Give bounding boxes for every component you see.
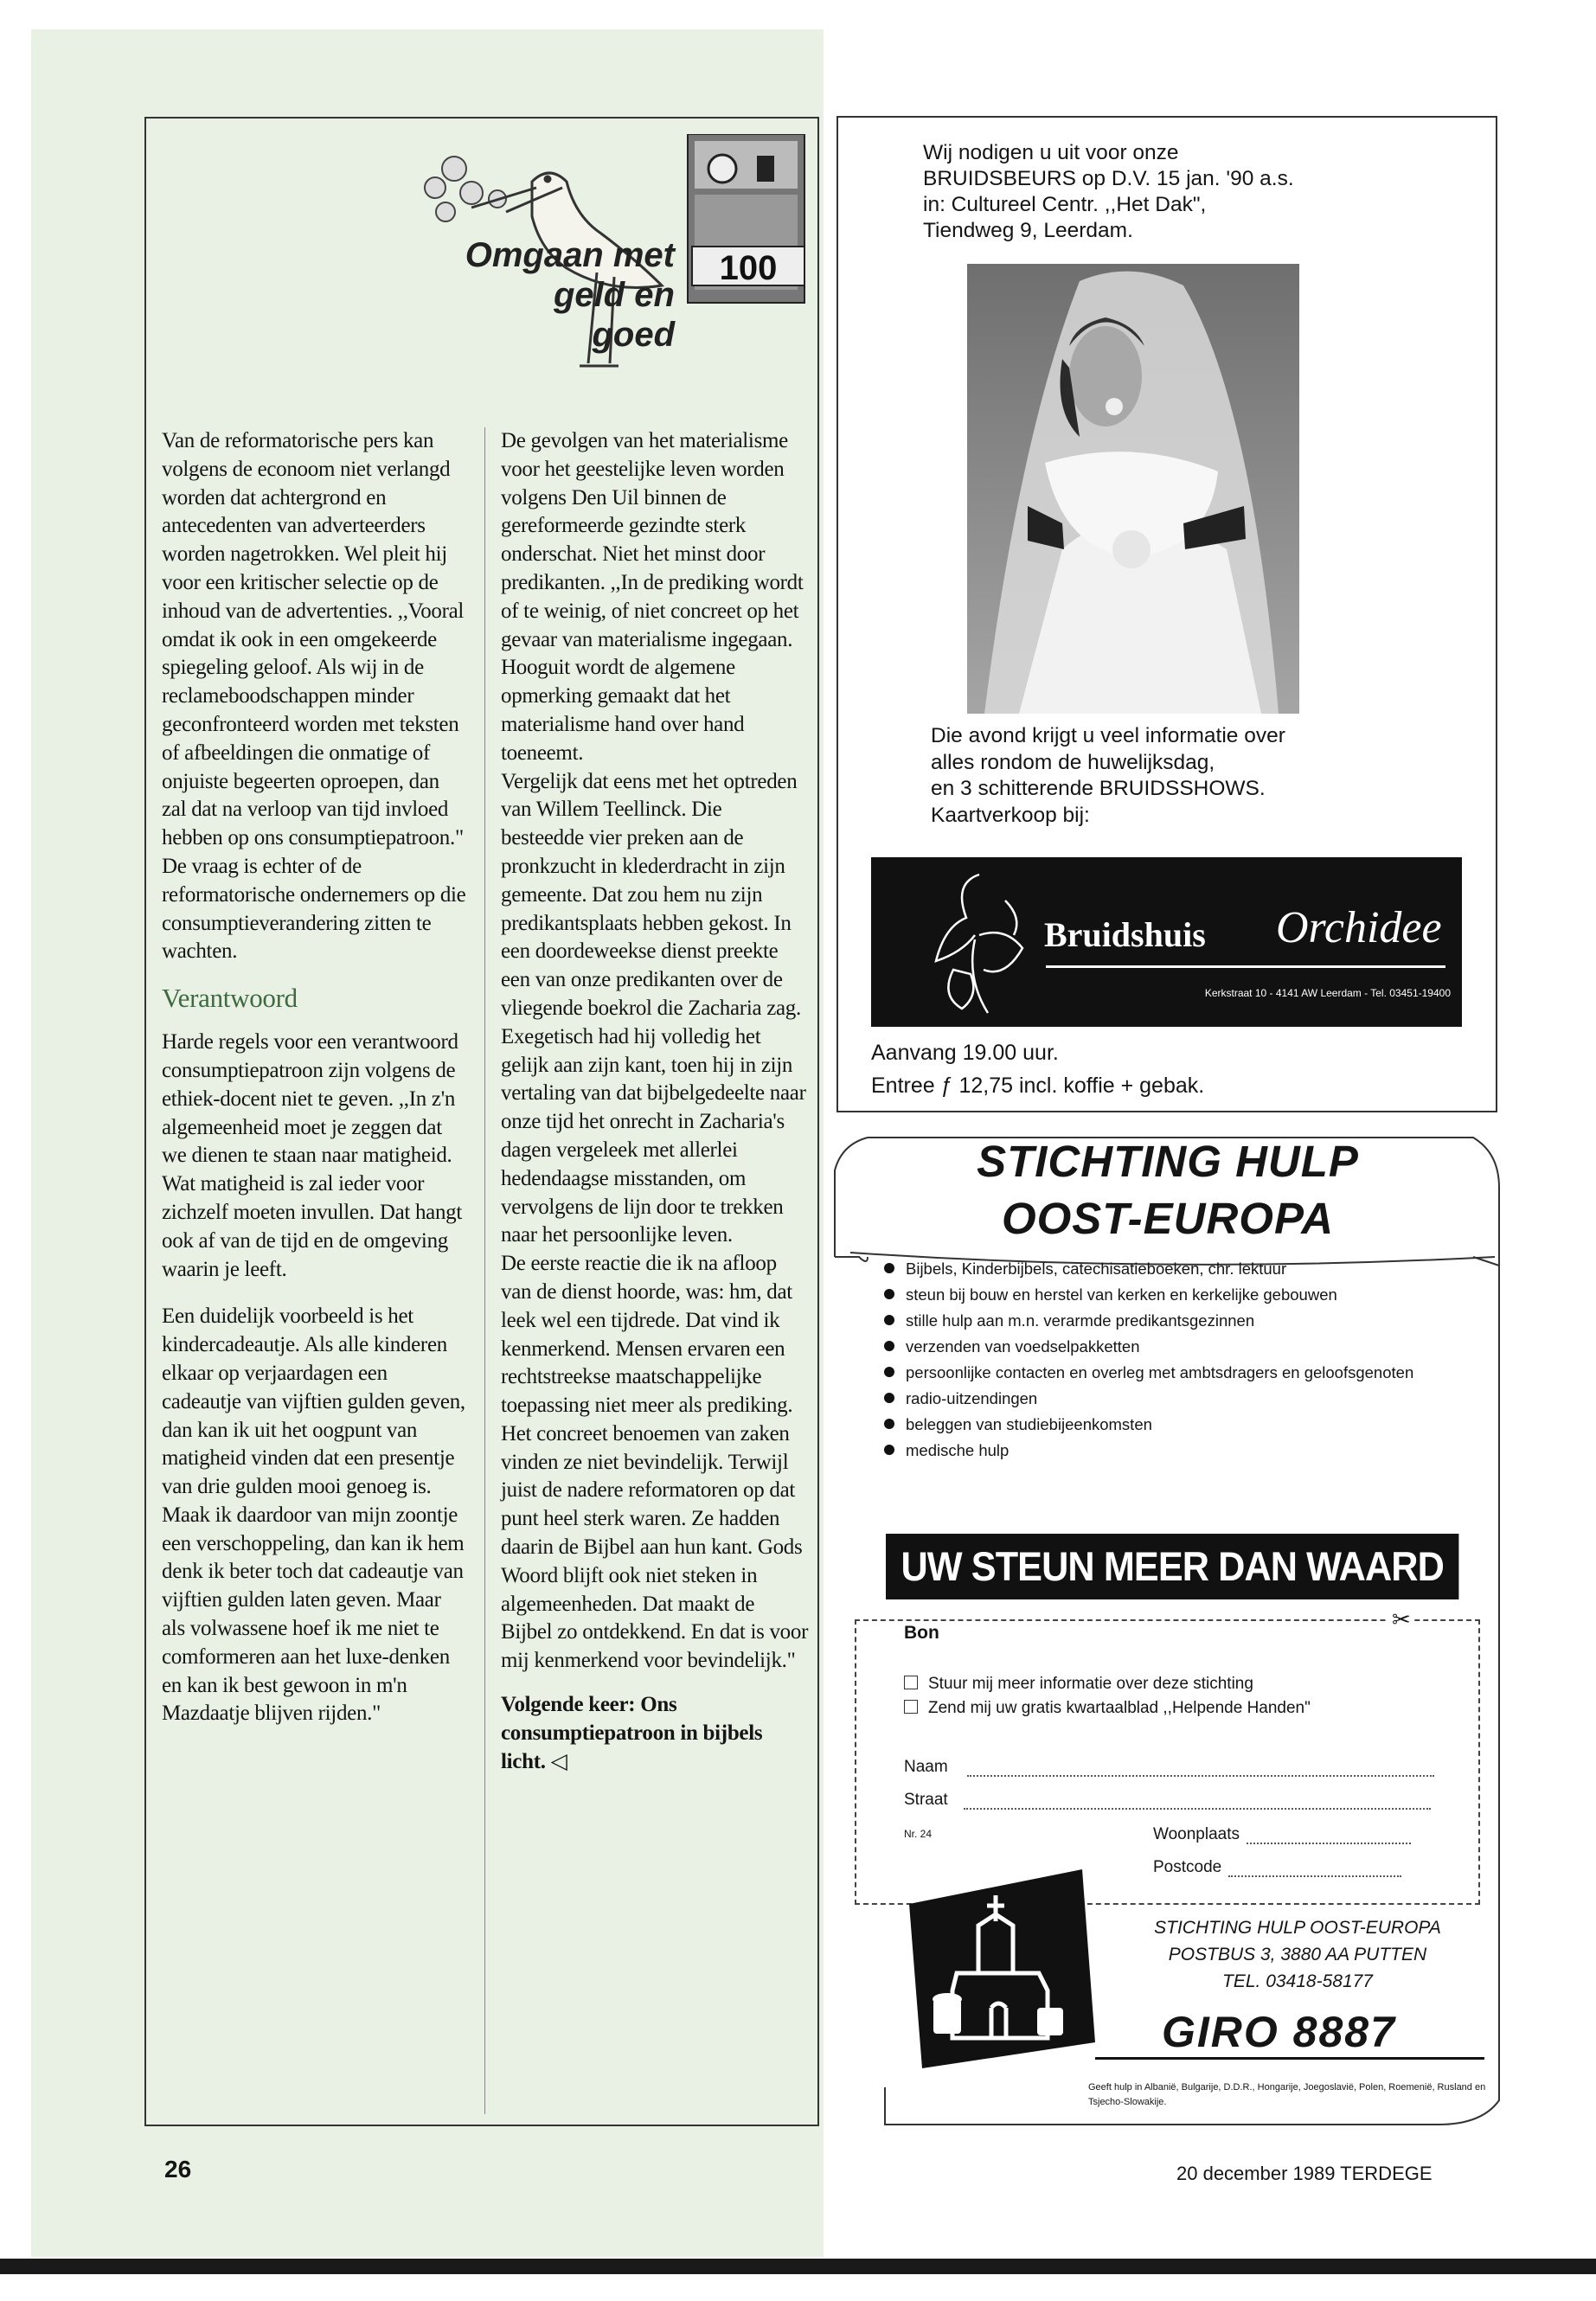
foundation-activities — [882, 1256, 1453, 1464]
reference-code: Nr. 24 — [904, 1828, 933, 1840]
intro-line: Tiendweg 9, Leerdam. — [923, 219, 1133, 242]
info-line: en 3 schitterende BRUIDSSHOWS. — [931, 777, 1266, 800]
article-paragraph: Vergelijk dat eens met het optreden van Willem Teellinck. Die besteedde vier preken aan de pronkzucht in klederdracht in zijn gemeente. Dat zou hem nu zijn predikantsplaats hebben gekost. In een doordeweekse dienst preekte een van onze predikanten over de vliegende boekrol die Zacharia zag. Exegetisch had hij volledig het gelijk aan zijn kant, toen hij in zijn vertaling van dat bijbelgedeelte naar onze tijd het onrecht in Zacharia's dagen vergeleek met allerlei hedendaagse misstanden, om vervolgens de lijn door te trekken naar het persoonlijke leven. — [501, 769, 806, 1247]
name-field[interactable] — [904, 1758, 1434, 1777]
list-item: stille hulp aan m.n. verarmde predikantsgezinnen — [882, 1308, 1453, 1334]
address-line: TEL. 03418-58177 — [1222, 1971, 1373, 1991]
intro-line: Wij nodigen u uit voor onze — [923, 141, 1179, 164]
checkbox-icon[interactable] — [904, 1676, 918, 1689]
giro-underline — [1095, 2057, 1484, 2060]
scissors-icon: ✂ — [1388, 1607, 1414, 1633]
shop-name: Bruidshuis — [1044, 915, 1206, 954]
city-field[interactable] — [1153, 1825, 1411, 1844]
checkbox-more-info[interactable] — [904, 1675, 1253, 1694]
list-item: beleggen van studiebijeenkomsten — [882, 1412, 1453, 1438]
list-item: verzenden van voedselpakketten — [882, 1334, 1453, 1360]
page-number: 26 — [164, 2156, 192, 2182]
field-label: Woonplaats — [1153, 1825, 1240, 1843]
foundation-address — [1116, 1914, 1479, 1995]
shop-name-script: Orchidee — [1276, 903, 1442, 952]
postcode-input-line[interactable] — [1228, 1875, 1401, 1877]
next-time-note — [501, 1691, 809, 1776]
title-line: OOST-EUROPA — [1001, 1194, 1335, 1243]
street-input-line[interactable] — [964, 1808, 1431, 1810]
article-paragraph: De gevolgen van het materialisme voor het geestelijke leven worden volgens Den Uil binnen de gereformeerde gezindte sterk onderschat. Niet het minst door predikanten. ,,In de prediking wordt of te weinig, of niet concreet op het gevaar van materialisme ingegaan. Hooguit wordt de algemene opmerking gemaakt dat het materialisme hand over hand toeneemt. — [501, 429, 804, 765]
city-input-line[interactable] — [1247, 1843, 1411, 1844]
article-paragraph: Van de reformatorische pers kan volgens de econoom niet verlangd worden dat achtergrond en antecedenten van adverteerders worden nagetrokken. Wel pleit hij voor een kritischer selectie op de inhoud van de advertenties. ,,Vooral omdat ik ook in een omgekeerde spiegeling geloof. Als wij in de reclameboodschappen minder geconfronteerd worden met teksten of afbeeldingen die onmatige of onjuiste begeerten oproepen, dan zal dat na verloop van tijd invloed hebben op ons consumptiepatroon." — [162, 429, 465, 850]
coupon-label: Bon — [904, 1623, 939, 1643]
address-line: STICHTING HULP OOST-EUROPA — [1154, 1918, 1441, 1938]
issue-date: 20 december 1989 TERDEGE — [1176, 2163, 1433, 2184]
shop-rule — [1046, 965, 1445, 968]
foundation-title — [882, 1133, 1453, 1247]
foundation-footnote: Geeft hulp in Albanië, Bulgarije, D.D.R., Hongarije, Joegoslavië, Polen, Roemenië, Rusland en Tsjecho-Slowakije. — [1088, 2082, 1486, 2107]
info-line: Kaartverkoop bij: — [931, 803, 1090, 827]
title-line-1: Omgaan met — [465, 236, 675, 274]
intro-line: BRUIDSBEURS op D.V. 15 jan. '90 a.s. — [923, 167, 1294, 190]
title-line-3: goed — [592, 316, 675, 354]
coins-icon — [425, 157, 506, 221]
article-paragraph: Harde regels voor een verantwoord consumptiepatroon zijn volgens de ethiek-docent niet te geven. ,,In z'n algemeenheid moet je zeggen dat we dienen te staan naar matigheid. Wat matigheid is zal ieder voor zichzelf moeten invullen. Dat hangt ook af van de tijd en de omgeving waarin je leeft. — [162, 1030, 463, 1281]
street-field[interactable] — [904, 1791, 1431, 1810]
end-mark-icon: ◁ — [550, 1749, 567, 1773]
shop-address: Kerkstraat 10 - 4141 AW Leerdam - Tel. 03451-19400 — [1204, 987, 1451, 999]
bridal-ad-footer — [871, 1036, 1433, 1102]
bridal-ad-intro — [923, 140, 1442, 244]
list-item: radio-uitzendingen — [882, 1386, 1453, 1412]
list-item: persoonlijke contacten en overleg met ambtsdragers en geloofsgenoten — [882, 1360, 1453, 1386]
field-label: Straat — [904, 1791, 948, 1809]
entry-price: Entree ƒ 12,75 incl. koffie + gebak. — [871, 1074, 1205, 1098]
giro-number: GIRO 8887 — [1162, 2008, 1396, 2056]
postcode-field[interactable] — [1153, 1858, 1401, 1877]
bridal-ad-info — [931, 723, 1450, 829]
info-line: alles rondom de huwelijksdag, — [931, 750, 1215, 774]
list-item: medische hulp — [882, 1438, 1453, 1464]
article-paragraph: De eerste reactie die ik na afloop van de dienst hoorde, was: hm, dat leek wel een tijdrede. Dat vind ik kenmerkend. Mensen ervaren een rechtstreekse maatschappelijke toepassing niet meer als prediking. Het concreet benoemen van zaken vinden ze niet bevindelijk. Terwijl juist de nadere reformatoren op dat punt heel sterk waren. Ze hadden daarin de Bijbel aan hun kant. Gods Woord blijft ook niet steken in algemeenheden. Dat maakt de Bijbel zo ontdekkend. En dat is voor mij kenmerkend voor bevindelijk." — [501, 1252, 809, 1673]
shop-banner — [871, 857, 1462, 1027]
checkbox-icon[interactable] — [904, 1700, 918, 1714]
start-time: Aanvang 19.00 uur. — [871, 1041, 1059, 1065]
address-line: POSTBUS 3, 3880 AA PUTTEN — [1168, 1945, 1427, 1965]
bottom-edge-bar — [0, 2259, 1596, 2274]
intro-line: in: Cultureel Centr. ,,Het Dak", — [923, 193, 1207, 216]
article-subheading: Verantwoord — [162, 983, 298, 1014]
article-column-2 — [501, 427, 809, 1776]
next-time-text: Volgende keer: Ons consumptiepatroon in bijbels licht. — [501, 1693, 763, 1773]
title-line-2: geld en — [553, 276, 675, 314]
list-item: steun bij bouw en herstel van kerken en kerkelijke gebouwen — [882, 1282, 1453, 1308]
article-paragraph: Een duidelijk voorbeeld is het kindercadeautje. Als alle kinderen elkaar op verjaardagen een cadeautje van vijftien gulden geven, dan kan ik uit het oogpunt van matigheid vinden dat een presentje van drie gulden mooi genoeg is. Maak ik daardoor van mijn zoontje een verschoppeling, dan kan ik hem denk ik beter toch dat cadeautje van vijftien gulden laten geven. Maar als volwassene hoef ik me niet te comformeren aan het luxe-denken en kan ik best gewoon in m'n Mazdaatje blijven rijden." — [162, 1304, 465, 1726]
title-line: STICHTING HULP — [977, 1137, 1359, 1186]
slogan-banner: UW STEUN MEER DAN WAARD — [886, 1534, 1458, 1599]
name-input-line[interactable] — [967, 1775, 1434, 1777]
field-label: Postcode — [1153, 1858, 1222, 1876]
article-column-1 — [162, 427, 469, 1728]
orchid-icon — [919, 866, 1040, 1022]
checkbox-magazine[interactable] — [904, 1699, 1311, 1718]
column-divider — [484, 427, 485, 2114]
bride-photo — [967, 264, 1299, 714]
article-paragraph: De vraag is echter of de reformatorische ondernemers op die consumptieverandering zitten te wachten. — [162, 854, 466, 964]
checkbox-label: Zend mij uw gratis kwartaalblad ,,Helpende Handen" — [928, 1699, 1311, 1717]
list-item: Bijbels, Kinderbijbels, catechisatieboeken, chr. lektuur — [882, 1256, 1453, 1282]
checkbox-label: Stuur mij meer informatie over deze stichting — [928, 1675, 1253, 1693]
church-logo-icon — [909, 1869, 1095, 2068]
banknote-icon — [688, 134, 804, 303]
field-label: Naam — [904, 1758, 948, 1776]
info-line: Die avond krijgt u veel informatie over — [931, 724, 1285, 747]
article-title — [415, 235, 675, 355]
banknote-value: 100 — [719, 249, 778, 287]
